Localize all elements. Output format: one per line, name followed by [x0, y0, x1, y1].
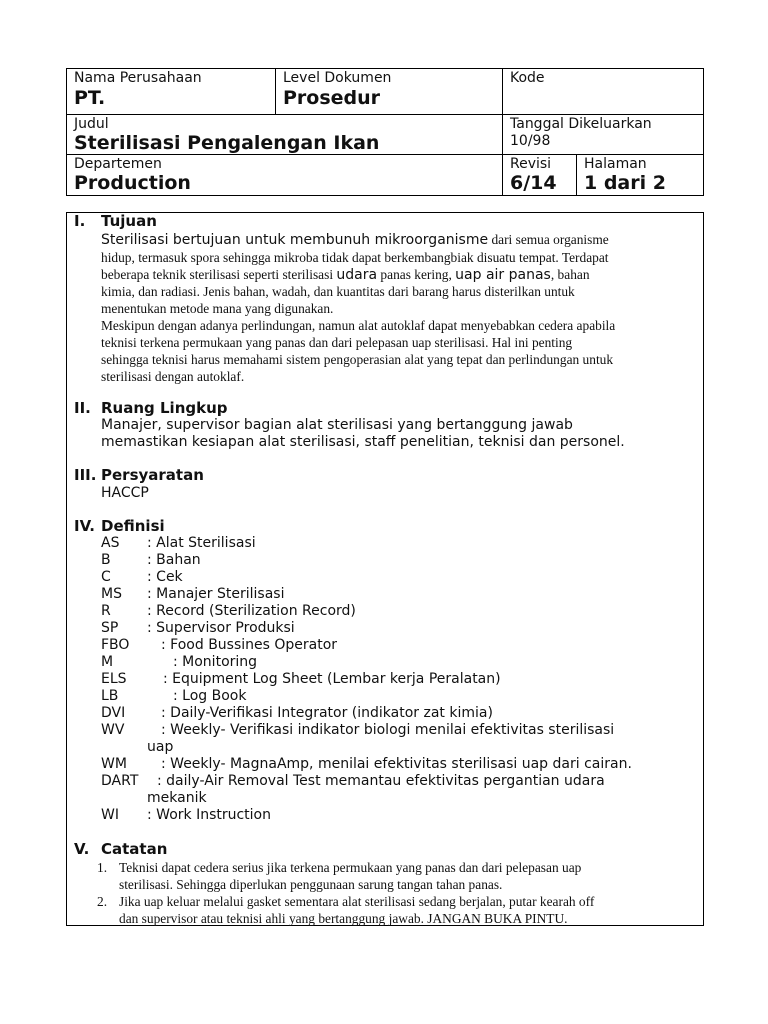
- level-cell: [276, 69, 502, 114]
- definition-desc: : Weekly- Verifikasi indikator biologi menilai efektivitas sterilisasi: [161, 722, 615, 738]
- definition-desc: : Food Bussines Operator: [161, 637, 338, 653]
- code-label: Kode: [510, 70, 545, 86]
- definition-abbr: ELS: [101, 671, 127, 687]
- ruang-lingkup-line: Manajer, supervisor bagian alat sterilisasi yang bertanggung jawab: [101, 417, 573, 433]
- definition-abbr: WI: [101, 807, 119, 823]
- definition-desc: : Equipment Log Sheet (Lembar kerja Peralatan): [163, 671, 501, 687]
- level-value: Prosedur: [283, 87, 381, 109]
- company-cell: [67, 69, 275, 114]
- definition-abbr: R: [101, 603, 111, 619]
- definition-desc: : Log Book: [173, 688, 247, 704]
- company-label: Nama Perusahaan: [74, 70, 202, 86]
- department-cell: [67, 155, 502, 195]
- definition-abbr: MS: [101, 586, 122, 602]
- definition-desc: : Weekly- MagnaAmp, menilai efektivitas sterilisasi uap dari cairan.: [161, 756, 632, 772]
- definition-desc: : Supervisor Produksi: [147, 620, 295, 636]
- note-number: 1.: [97, 860, 108, 875]
- department-value: Production: [74, 172, 191, 194]
- issued-cell: [503, 115, 703, 154]
- definition-abbr: B: [101, 552, 111, 568]
- tujuan-line: beberapa teknik sterilisasi seperti sterilisasi udara panas kering, uap air panas, bahan: [101, 267, 590, 283]
- department-label: Departemen: [74, 156, 162, 172]
- issued-label: Tanggal Dikeluarkan: [510, 116, 652, 132]
- tujuan-line: Meskipun dengan adanya perlindungan, namun alat autoklaf dapat menyebabkan cedera apabila: [101, 318, 616, 333]
- document-title: Sterilisasi Pengalengan Ikan: [74, 132, 380, 154]
- tujuan-line: Sterilisasi bertujuan untuk membunuh mikroorganisme dari semua organisme: [101, 232, 609, 248]
- definition-abbr: C: [101, 569, 111, 585]
- company-value: PT.: [74, 87, 106, 109]
- title-cell: [67, 115, 502, 154]
- definition-abbr: WM: [101, 756, 127, 772]
- definition-desc: : Monitoring: [173, 654, 258, 670]
- definition-desc: : Manajer Sterilisasi: [147, 586, 285, 602]
- note-text: dan supervisor atau teknisi ahli yang bertanggung jawab. JANGAN BUKA PINTU.: [119, 911, 568, 926]
- definition-abbr: WV: [101, 722, 125, 738]
- definition-abbr: SP: [101, 620, 119, 636]
- definition-abbr: AS: [101, 535, 120, 551]
- issued-value: 10/98: [510, 133, 551, 149]
- page-cell: [577, 155, 703, 195]
- page-label: Halaman: [584, 156, 647, 172]
- revision-label: Revisi: [510, 156, 552, 172]
- code-cell: [503, 69, 703, 114]
- tujuan-line: kimia, dan radiasi. Jenis bahan, wadah, dan kuantitas dari barang harus disterilkan untuk: [101, 284, 575, 299]
- definition-desc: : Daily-Verifikasi Integrator (indikator zat kimia): [161, 705, 493, 721]
- definition-desc: : Work Instruction: [147, 807, 271, 823]
- revision-cell: [503, 155, 576, 195]
- definition-desc: mekanik: [147, 790, 207, 806]
- note-text: sterilisasi. Sehingga diperlukan penggunaan sarung tangan tahan panas.: [119, 877, 503, 892]
- definition-abbr: DART: [101, 773, 139, 789]
- document-body: I. Tujuan Sterilisasi bertujuan untuk membunuh mikroorganisme dari semua organisme hidup, termasuk spora sehingga mikroba tidak dapat berkembangbiak disuatu tempat. Terdapat beberapa teknik sterilisasi seperti sterilisasi udara panas kering, uap air panas, bahan kimia, dan radiasi. Jenis bahan, wadah, dan kuantitas dari barang harus disterilkan untuk menentukan metode mana yang digunakan. Meskipun dengan adanya perlindungan, namun alat autoklaf dapat menyebabkan cedera apabila teknisi terkena permukaan yang panas dan dari pelepasan uap sterilisasi. Hal ini penting sehingga teknisi harus memahami sistem pengoperasian alat yang tepat dan perlindungan untuk sterilisasi dengan autoklaf. II. Ruang Lingkup Manajer, supervisor bagian alat sterilisasi yang bertanggung jawab memastikan kesiapan alat sterilisasi, staff penelitian, teknisi dan personel. III. Persyaratan HACCP IV. Definisi AS : Alat Sterilisasi B : Bahan C : Cek MS : Manajer Sterilisasi R : Record (Sterilization Record) SP : Supervisor Produksi FBO : Food Bussines Operator M : Monitoring ELS : Equipment Log Sheet (Lembar kerja Peralatan) LB : Log Book DVI : Daily-Verifikasi Integrator (indikator zat kimia) WV : Weekly- Verifikasi indikator biologi menilai efektivitas sterilisasi uap WM : Weekly- MagnaAmp, menilai efektivitas sterilisasi uap dari cairan. DART : daily-Air Removal Test memantau efektivitas pergantian udara mekanik WI : Work Instruction V. Catatan 1. Teknisi dapat cedera serius jika terkena permukaan yang panas dan dari pelepasan uap sterilisasi. Sehingga diperlukan penggunaan sarung tangan tahan panas. 2. Jika uap keluar melalui gasket sementara alat sterilisasi sedang berjalan, putar kearah off dan supervisor atau teknisi ahli yang bertanggung jawab. JANGAN BUKA PINTU.: [66, 212, 704, 926]
- title-label: Judul: [74, 116, 109, 132]
- tujuan-line: teknisi terkena permukaan yang panas dan dari pelepasan uap sterilisasi. Hal ini penting: [101, 335, 573, 350]
- note-text: Jika uap keluar melalui gasket sementara alat sterilisasi sedang berjalan, putar kearah off: [119, 894, 595, 909]
- persyaratan-line: HACCP: [101, 485, 149, 501]
- tujuan-line: sehingga teknisi harus memahami sistem pengoperasian alat yang tepat dan perlindungan untuk: [101, 352, 614, 367]
- note-text: Teknisi dapat cedera serius jika terkena permukaan yang panas dan dari pelepasan uap: [119, 860, 582, 875]
- definition-desc: : Record (Sterilization Record): [147, 603, 356, 619]
- definition-desc: : Cek: [147, 569, 183, 585]
- level-label: Level Dokumen: [283, 70, 392, 86]
- definition-desc: : Bahan: [147, 552, 201, 568]
- definition-desc: uap: [147, 739, 174, 755]
- page-value: 1 dari 2: [584, 172, 666, 194]
- tujuan-line: hidup, termasuk spora sehingga mikroba tidak dapat berkembangbiak disuatu tempat. Terdapat: [101, 250, 609, 265]
- ruang-lingkup-line: memastikan kesiapan alat sterilisasi, staff penelitian, teknisi dan personel.: [101, 434, 625, 450]
- document-header-table: [66, 68, 704, 196]
- definition-abbr: FBO: [101, 637, 130, 653]
- definition-abbr: DVI: [101, 705, 126, 721]
- note-number: 2.: [97, 894, 108, 909]
- tujuan-line: menentukan metode mana yang digunakan.: [101, 301, 334, 316]
- definition-desc: : Alat Sterilisasi: [147, 535, 256, 551]
- tujuan-line: sterilisasi dengan autoklaf.: [101, 369, 245, 384]
- definition-abbr: LB: [101, 688, 119, 704]
- definition-desc: : daily-Air Removal Test memantau efektivitas pergantian udara: [157, 773, 605, 789]
- definition-abbr: M: [101, 654, 114, 670]
- revision-value: 6/14: [510, 172, 557, 194]
